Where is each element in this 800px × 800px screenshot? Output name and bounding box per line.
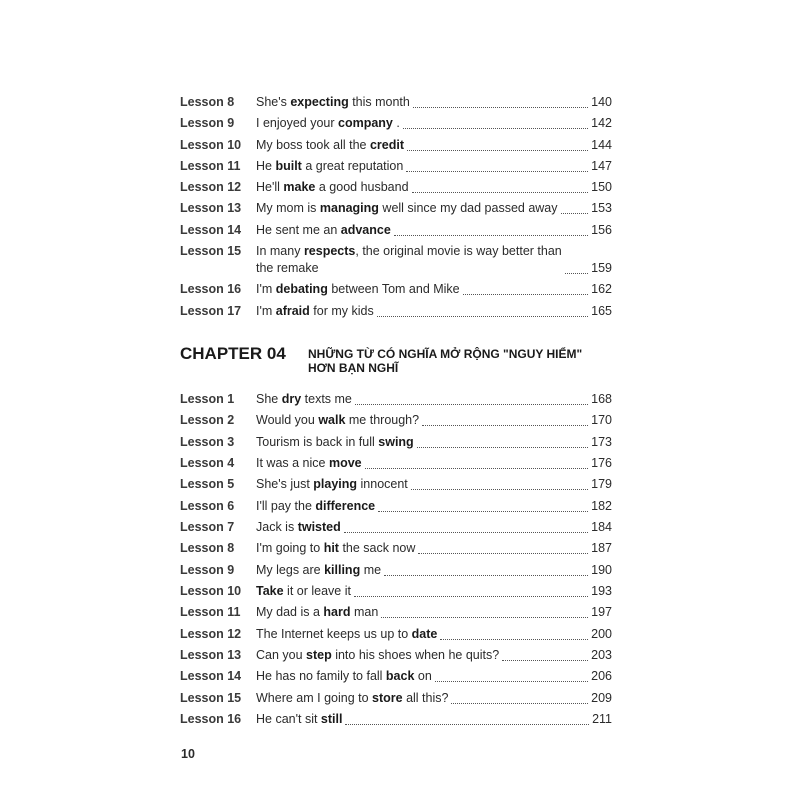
dot-leader bbox=[354, 596, 588, 597]
entry-keyword: managing bbox=[319, 201, 379, 216]
entry-text-after: a good husband bbox=[315, 180, 409, 195]
entry-text bbox=[256, 434, 414, 451]
entry-text bbox=[256, 222, 391, 239]
entry-text-before: Where am I going to bbox=[256, 690, 373, 705]
entry-text-before: I'm bbox=[256, 303, 276, 318]
entry-text-after: man bbox=[350, 605, 379, 620]
entry-text bbox=[256, 412, 419, 429]
toc-entry bbox=[180, 200, 612, 217]
entry-keyword: walk bbox=[318, 413, 346, 428]
entry-page-number: 197 bbox=[591, 605, 612, 620]
entry-title bbox=[256, 200, 612, 217]
entry-page-number: 165 bbox=[591, 303, 612, 318]
lesson-label: Lesson 16 bbox=[180, 712, 242, 727]
entry-title bbox=[256, 434, 612, 451]
entry-text-before: It was a nice bbox=[256, 456, 329, 471]
entry-page-number: 153 bbox=[591, 201, 612, 216]
entry-text-after: for my kids bbox=[309, 303, 374, 318]
entry-text-before: In many bbox=[256, 244, 304, 259]
entry-text-after: the sack now bbox=[338, 541, 416, 556]
entry-text bbox=[256, 690, 448, 707]
entry-text-before: I'll pay the bbox=[256, 498, 316, 513]
entry-title bbox=[256, 455, 612, 472]
lesson-label: Lesson 1 bbox=[180, 392, 235, 406]
entry-keyword: back bbox=[385, 669, 415, 684]
entry-keyword: afraid bbox=[275, 303, 310, 318]
dot-leader bbox=[407, 150, 588, 151]
entry-keyword: playing bbox=[313, 477, 358, 492]
entry-title bbox=[256, 115, 612, 132]
entry-text-after: into his shoes when he quits? bbox=[331, 648, 500, 663]
toc-entry bbox=[180, 690, 612, 707]
dot-leader bbox=[394, 235, 588, 236]
entry-page-number: 170 bbox=[591, 413, 612, 428]
entry-text-after: well since my dad passed away bbox=[378, 201, 558, 216]
entry-keyword: credit bbox=[369, 137, 404, 152]
lesson-label: Lesson 10 bbox=[180, 137, 242, 152]
entry-keyword: company bbox=[338, 116, 393, 131]
entry-text-after: between Tom and Mike bbox=[327, 282, 460, 297]
entry-text-before: My dad is a bbox=[256, 605, 324, 620]
toc-entry bbox=[180, 243, 612, 277]
entry-keyword: dry bbox=[281, 392, 302, 406]
entry-text-before: Jack is bbox=[256, 520, 298, 535]
entry-page-number: 142 bbox=[591, 116, 612, 131]
entry-text bbox=[256, 604, 378, 621]
lesson-label: Lesson 6 bbox=[180, 498, 235, 513]
entry-title bbox=[256, 711, 612, 728]
toc-entry bbox=[180, 115, 612, 132]
dot-leader bbox=[412, 192, 589, 193]
entry-keyword: hard bbox=[323, 605, 351, 620]
dot-leader bbox=[463, 294, 589, 295]
lesson-label: Lesson 15 bbox=[180, 244, 242, 259]
lesson-label: Lesson 7 bbox=[180, 520, 235, 535]
toc-entry bbox=[180, 626, 612, 643]
entry-keyword: move bbox=[328, 456, 362, 471]
entry-title bbox=[256, 626, 612, 643]
entry-text-after: me bbox=[360, 562, 382, 577]
entry-text-after: , the original movie is way better than bbox=[355, 244, 562, 259]
entry-page-number: 159 bbox=[591, 261, 612, 276]
entry-text-before: Can you bbox=[256, 648, 307, 663]
lesson-label: Lesson 5 bbox=[180, 477, 235, 492]
entry-page-number: 193 bbox=[591, 584, 612, 599]
toc-entry bbox=[180, 711, 612, 728]
lesson-label: Lesson 9 bbox=[180, 116, 235, 131]
entry-page-number: 182 bbox=[591, 498, 612, 513]
entry-title bbox=[256, 519, 612, 536]
page-number: 10 bbox=[181, 747, 195, 761]
entry-keyword: advance bbox=[340, 222, 391, 237]
lesson-label: Lesson 10 bbox=[180, 584, 242, 599]
entry-text-after: on bbox=[414, 669, 432, 684]
entry-text-before: Would you bbox=[256, 413, 319, 428]
entry-page-number: 190 bbox=[591, 562, 612, 577]
entry-page-number: 162 bbox=[591, 282, 612, 297]
entry-keyword: store bbox=[372, 690, 403, 705]
entry-text bbox=[256, 647, 499, 664]
entry-page-number: 168 bbox=[591, 392, 612, 406]
entry-text bbox=[256, 562, 381, 579]
entry-page-number: 156 bbox=[591, 222, 612, 237]
lesson-label: Lesson 13 bbox=[180, 648, 242, 663]
toc-entry bbox=[180, 562, 612, 579]
entry-text-before: He bbox=[256, 158, 276, 173]
entry-title bbox=[256, 243, 612, 277]
entry-text bbox=[256, 391, 352, 408]
dot-leader bbox=[355, 404, 588, 405]
entry-page-number: 144 bbox=[591, 137, 612, 152]
lesson-label: Lesson 12 bbox=[180, 626, 242, 641]
lesson-label: Lesson 3 bbox=[180, 434, 235, 449]
entry-title bbox=[256, 476, 612, 493]
entry-text-after: innocent bbox=[357, 477, 408, 492]
entry-page-number: 200 bbox=[591, 626, 612, 641]
entry-keyword: twisted bbox=[297, 520, 341, 535]
dot-leader bbox=[378, 511, 588, 512]
entry-text-after: all this? bbox=[402, 690, 449, 705]
toc-entry bbox=[180, 668, 612, 685]
entry-text bbox=[256, 303, 374, 320]
entry-text-before: She's just bbox=[256, 477, 314, 492]
toc-list-chapter-03 bbox=[180, 94, 612, 324]
entry-page-number: 187 bbox=[591, 541, 612, 556]
entry-text-after: me through? bbox=[345, 413, 420, 428]
entry-title bbox=[256, 540, 612, 557]
entry-text bbox=[256, 179, 409, 196]
lesson-label: Lesson 11 bbox=[180, 605, 241, 620]
dot-leader bbox=[422, 425, 588, 426]
toc-entry bbox=[180, 476, 612, 493]
entry-text bbox=[256, 137, 404, 154]
dot-leader bbox=[413, 107, 588, 108]
toc-entry bbox=[180, 303, 612, 320]
entry-title bbox=[256, 583, 612, 600]
entry-text bbox=[256, 281, 460, 298]
entry-title bbox=[256, 222, 612, 239]
entry-title bbox=[256, 562, 612, 579]
entry-keyword: expecting bbox=[290, 95, 349, 109]
dot-leader bbox=[403, 128, 588, 129]
entry-text-before: My mom is bbox=[256, 201, 320, 216]
chapter-title bbox=[308, 344, 582, 375]
lesson-label: Lesson 17 bbox=[180, 303, 242, 318]
entry-keyword: step bbox=[306, 648, 332, 663]
lesson-label: Lesson 8 bbox=[180, 541, 235, 556]
entry-title bbox=[256, 137, 612, 154]
entry-text bbox=[256, 498, 375, 515]
entry-text-before: Tourism is back in full bbox=[256, 434, 379, 449]
entry-keyword: debating bbox=[275, 282, 328, 297]
entry-page-number: 211 bbox=[592, 712, 612, 727]
chapter-title-line-1: NHỮNG TỪ CÓ NGHĨA MỞ RỘNG "NGUY HIỂM" bbox=[308, 347, 583, 361]
toc-entry bbox=[180, 540, 612, 557]
entry-text-before: He can't sit bbox=[256, 712, 321, 727]
entry-text bbox=[256, 668, 432, 685]
dot-leader bbox=[435, 681, 588, 682]
dot-leader bbox=[344, 532, 588, 533]
entry-text bbox=[256, 626, 437, 643]
entry-text-before: I enjoyed your bbox=[256, 116, 338, 131]
toc-entry bbox=[180, 391, 612, 408]
toc-entry bbox=[180, 604, 612, 621]
entry-text-before: The Internet keeps us up to bbox=[256, 626, 412, 641]
entry-text bbox=[256, 540, 415, 557]
entry-text-before: My boss took all the bbox=[256, 137, 370, 152]
entry-title bbox=[256, 179, 612, 196]
dot-leader bbox=[451, 703, 588, 704]
entry-keyword: respects bbox=[303, 244, 356, 259]
dot-leader bbox=[502, 660, 588, 661]
entry-keyword: difference bbox=[315, 498, 376, 513]
toc-entry bbox=[180, 158, 612, 175]
entry-text-before: She bbox=[256, 392, 282, 406]
entry-text-line-2: the remake bbox=[256, 261, 319, 276]
lesson-label: Lesson 8 bbox=[180, 95, 235, 109]
entry-text-before: She's bbox=[256, 95, 291, 109]
entry-text-before: I'm bbox=[256, 282, 276, 297]
toc-entry bbox=[180, 434, 612, 451]
entry-page-number: 203 bbox=[591, 648, 612, 663]
entry-page-number: 184 bbox=[591, 520, 612, 535]
dot-leader bbox=[381, 617, 588, 618]
entry-title bbox=[256, 690, 612, 707]
dot-leader bbox=[345, 724, 589, 725]
lesson-label: Lesson 4 bbox=[180, 456, 235, 471]
entry-keyword: still bbox=[320, 712, 343, 727]
entry-title bbox=[256, 281, 612, 298]
entry-page-number: 209 bbox=[591, 690, 612, 705]
toc-entry bbox=[180, 179, 612, 196]
entry-page-number: 140 bbox=[591, 95, 612, 109]
entry-text-after: this month bbox=[348, 95, 410, 109]
entry-text bbox=[256, 158, 403, 175]
entry-keyword: hit bbox=[323, 541, 339, 556]
entry-keyword: swing bbox=[378, 434, 414, 449]
entry-text bbox=[256, 243, 562, 277]
entry-text-after: a great reputation bbox=[301, 158, 404, 173]
entry-text-after: it or leave it bbox=[283, 584, 351, 599]
entry-text-after: texts me bbox=[301, 392, 352, 406]
toc-entry bbox=[180, 455, 612, 472]
entry-keyword: built bbox=[275, 158, 302, 173]
entry-title bbox=[256, 498, 612, 515]
entry-title bbox=[256, 604, 612, 621]
dot-leader bbox=[365, 468, 589, 469]
entry-title bbox=[256, 303, 612, 320]
entry-text bbox=[256, 94, 410, 111]
entry-text-before: He has no family to fall bbox=[256, 669, 386, 684]
toc-entry bbox=[180, 94, 612, 111]
dot-leader bbox=[565, 273, 588, 274]
dot-leader bbox=[440, 639, 588, 640]
dot-leader bbox=[561, 213, 589, 214]
entry-text-before: My legs are bbox=[256, 562, 325, 577]
lesson-label: Lesson 9 bbox=[180, 562, 235, 577]
entry-text-before: He sent me an bbox=[256, 222, 341, 237]
chapter-label: CHAPTER 04 bbox=[180, 344, 286, 363]
lesson-label: Lesson 15 bbox=[180, 690, 242, 705]
lesson-label: Lesson 2 bbox=[180, 413, 235, 428]
entry-text bbox=[256, 711, 342, 728]
toc-entry bbox=[180, 281, 612, 298]
toc-entry bbox=[180, 137, 612, 154]
toc-entry bbox=[180, 222, 612, 239]
entry-title bbox=[256, 647, 612, 664]
lesson-label: Lesson 16 bbox=[180, 282, 242, 297]
toc-entry bbox=[180, 412, 612, 429]
entry-keyword: killing bbox=[324, 562, 361, 577]
entry-title bbox=[256, 94, 612, 111]
entry-keyword: Take bbox=[256, 584, 284, 599]
entry-text-after: . bbox=[392, 116, 400, 131]
entry-page-number: 179 bbox=[591, 477, 612, 492]
lesson-label: Lesson 12 bbox=[180, 180, 242, 195]
dot-leader bbox=[377, 316, 588, 317]
entry-page-number: 206 bbox=[591, 669, 612, 684]
toc-entry bbox=[180, 498, 612, 515]
toc-entry bbox=[180, 519, 612, 536]
entry-title bbox=[256, 668, 612, 685]
toc-list-chapter-04 bbox=[180, 391, 612, 733]
dot-leader bbox=[406, 171, 588, 172]
entry-page-number: 173 bbox=[591, 434, 612, 449]
entry-keyword: make bbox=[283, 180, 316, 195]
lesson-label: Lesson 11 bbox=[180, 158, 241, 173]
toc-entry bbox=[180, 583, 612, 600]
entry-text-before: He'll bbox=[256, 180, 284, 195]
dot-leader bbox=[411, 489, 588, 490]
lesson-label: Lesson 13 bbox=[180, 201, 242, 216]
entry-keyword: date bbox=[411, 626, 438, 641]
entry-text bbox=[256, 455, 362, 472]
lesson-label: Lesson 14 bbox=[180, 669, 242, 684]
entry-page-number: 150 bbox=[591, 180, 612, 195]
dot-leader bbox=[418, 553, 588, 554]
entry-title bbox=[256, 412, 612, 429]
entry-text bbox=[256, 583, 351, 600]
entry-text bbox=[256, 519, 341, 536]
entry-text bbox=[256, 200, 558, 217]
entry-title bbox=[256, 391, 612, 408]
entry-title bbox=[256, 158, 612, 175]
entry-text bbox=[256, 476, 408, 493]
chapter-title-line-2: HƠN BẠN NGHĨ bbox=[308, 361, 399, 375]
toc-entry bbox=[180, 647, 612, 664]
entry-page-number: 176 bbox=[591, 456, 612, 471]
dot-leader bbox=[384, 575, 588, 576]
entry-text bbox=[256, 115, 400, 132]
chapter-heading bbox=[180, 344, 612, 375]
lesson-label: Lesson 14 bbox=[180, 222, 242, 237]
entry-text-before: I'm going to bbox=[256, 541, 324, 556]
entry-page-number: 147 bbox=[591, 158, 612, 173]
dot-leader bbox=[417, 447, 588, 448]
